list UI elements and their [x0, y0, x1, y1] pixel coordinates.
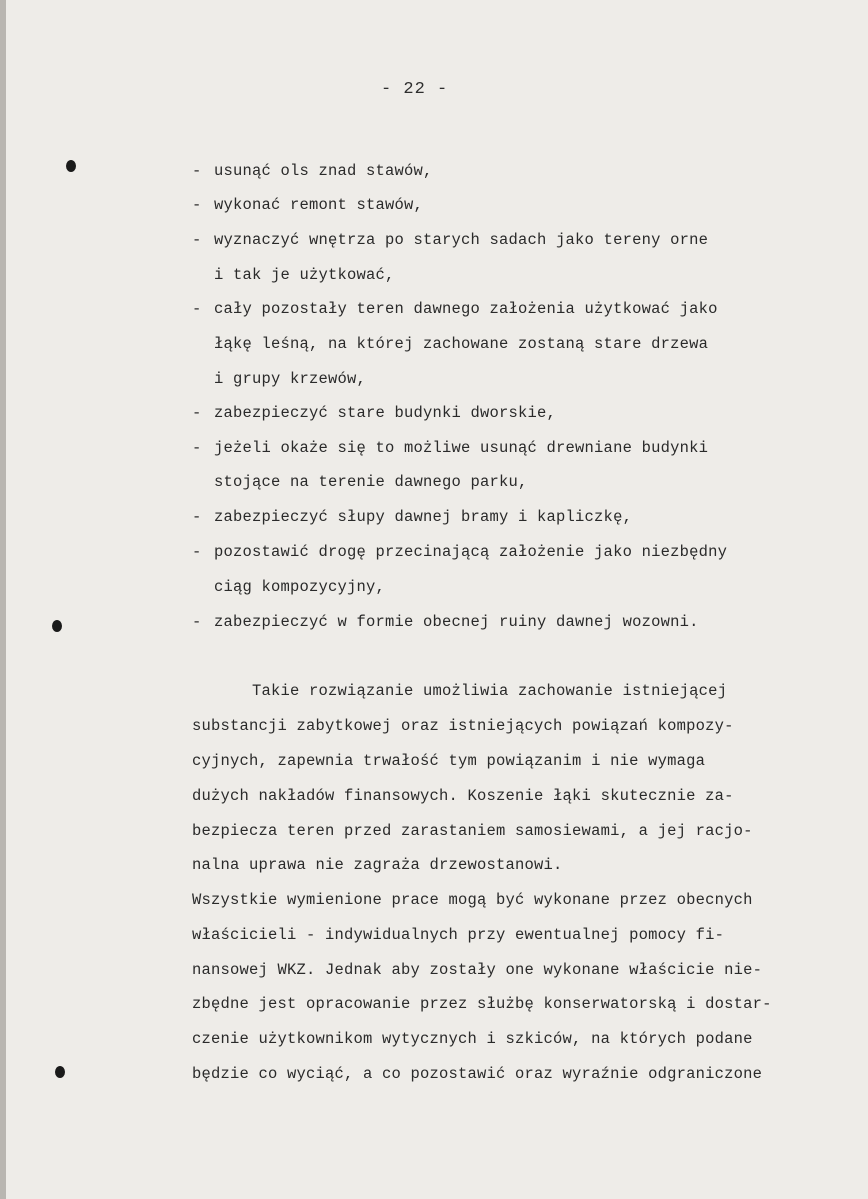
list-item-continuation: i tak je użytkować,	[214, 266, 395, 284]
page-number: - 22 -	[381, 80, 449, 99]
paragraph-line: właścicieli - indywidualnych przy ewentualnej pomocy fi-	[192, 926, 725, 944]
list-item: - zabezpieczyć w formie obecnej ruiny dawnej wozowni.	[192, 613, 699, 631]
list-dash: -	[192, 508, 202, 526]
list-item: - cały pozostały teren dawnego założenia użytkować jako	[192, 300, 718, 318]
list-dash: -	[192, 439, 202, 457]
list-dash: -	[192, 543, 202, 561]
paragraph-line: zbędne jest opracowanie przez służbę konserwatorską i dostar-	[192, 995, 772, 1013]
paragraph-line: dużych nakładów finansowych. Koszenie łąki skutecznie za-	[192, 787, 734, 805]
paragraph-line: nansowej WKZ. Jednak aby zostały one wykonane właścicie nie-	[192, 961, 763, 979]
list-item-continuation: ciąg kompozycyjny,	[214, 578, 386, 596]
list-item: - pozostawić drogę przecinającą założenie jako niezbędny	[192, 543, 728, 561]
list-item-continuation: stojące na terenie dawnego parku,	[214, 473, 528, 491]
punch-hole	[52, 620, 62, 632]
punch-hole	[66, 160, 76, 172]
page-edge-shadow	[0, 0, 6, 1199]
list-dash: -	[192, 231, 202, 249]
list-item: - zabezpieczyć słupy dawnej bramy i kapliczkę,	[192, 508, 633, 526]
list-dash: -	[192, 404, 202, 422]
list-dash: -	[192, 196, 202, 214]
paragraph-line: czenie użytkownikom wytycznych i szkiców, na których podane	[192, 1030, 753, 1048]
list-item: - wyznaczyć wnętrza po starych sadach jako tereny orne	[192, 231, 709, 249]
list-item: - zabezpieczyć stare budynki dworskie,	[192, 404, 557, 422]
list-dash: -	[192, 162, 202, 180]
list-item: - jeżeli okaże się to możliwe usunąć drewniane budynki	[192, 439, 709, 457]
list-item-continuation: łąkę leśną, na której zachowane zostaną stare drzewa	[214, 335, 709, 353]
paragraph-line: nalna uprawa nie zagraża drzewostanowi.	[192, 856, 563, 874]
list-item-continuation: i grupy krzewów,	[214, 370, 367, 388]
list-item: - usunąć ols znad stawów,	[192, 162, 433, 180]
list-dash: -	[192, 300, 202, 318]
punch-hole	[55, 1066, 65, 1078]
paragraph-line: będzie co wyciąć, a co pozostawić oraz wyraźnie odgraniczone	[192, 1065, 763, 1083]
paragraph-line: Takie rozwiązanie umożliwia zachowanie istniejącej	[252, 682, 728, 700]
paragraph-line: Wszystkie wymienione prace mogą być wykonane przez obecnych	[192, 891, 753, 909]
paragraph-line: substancji zabytkowej oraz istniejących powiązań kompozy-	[192, 717, 734, 735]
paragraph-line: bezpiecza teren przed zarastaniem samosiewami, a jej racjo-	[192, 822, 753, 840]
list-item: - wykonać remont stawów,	[192, 196, 424, 214]
list-dash: -	[192, 613, 202, 631]
paragraph-line: cyjnych, zapewnia trwałość tym powiązanim i nie wymaga	[192, 752, 706, 770]
